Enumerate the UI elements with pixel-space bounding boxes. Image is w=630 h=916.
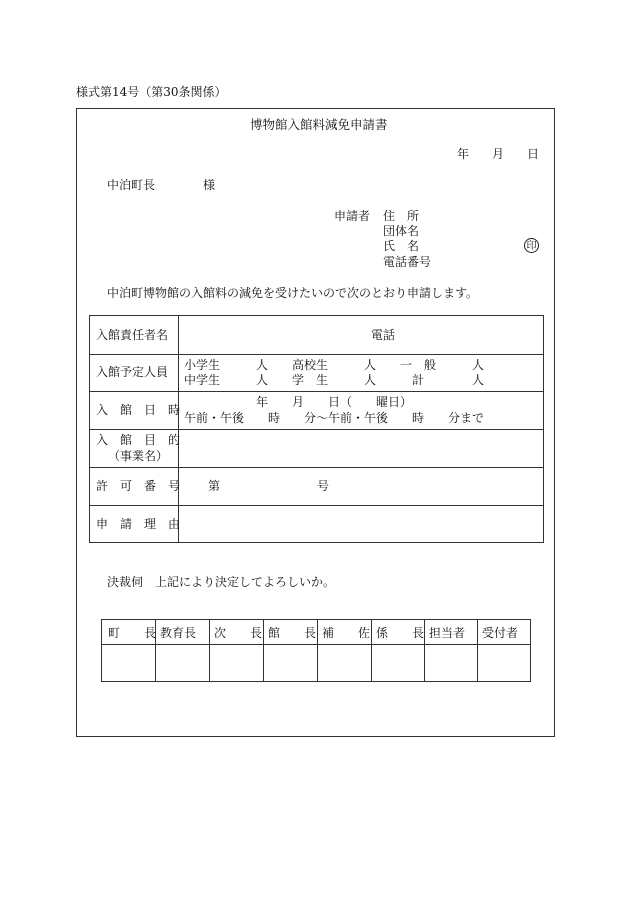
visitors-label: 入館予定人員 (96, 365, 169, 379)
permit-number-dai: 第 (208, 479, 221, 493)
decision-text: 決裁伺 上記により決定してよろしいか。 (107, 575, 336, 589)
applicant-label: 申請者 (334, 209, 371, 223)
visitors-line-1: 小学生 人 高校生 人 一 般 人 (184, 358, 485, 372)
date-year: 年 (457, 147, 470, 161)
visit-time-line: 午前・午後 時 分～午前・午後 時 分まで (184, 411, 485, 425)
form-number: 様式第14号（第30条関係） (76, 85, 227, 99)
approval-header-director: 館 長 (268, 626, 317, 640)
applicant-org-label: 団体名 (383, 224, 420, 238)
approval-header-receiver: 受付者 (482, 626, 519, 640)
approval-header-assistant: 補 佐 (322, 626, 371, 640)
applicant-name-label: 氏 名 (383, 239, 420, 253)
intro-text: 中泊町博物館の入館料の減免を受けたいので次のとおり申請します。 (107, 286, 479, 300)
applicant-address-label: 住 所 (383, 209, 420, 223)
approval-header-mayor: 町 長 (108, 626, 157, 640)
approval-table (101, 619, 531, 682)
responsible-phone-label: 電話 (371, 328, 396, 342)
application-reason-label: 申 請 理 由 (96, 517, 181, 531)
approval-header-chief: 係 長 (376, 626, 425, 640)
approval-header-deputy: 次 長 (214, 626, 263, 640)
seal-mark: 印 (524, 238, 539, 253)
addressee-name: 中泊町長 (107, 178, 156, 192)
visit-datetime-label: 入 館 日 時 (96, 403, 181, 417)
visit-date-line: 年 月 日（ 曜日） (256, 395, 413, 409)
addressee-honorific: 様 (203, 178, 216, 192)
date-month: 月 (492, 147, 505, 161)
form-title: 博物館入館料減免申請書 (250, 117, 388, 132)
visitors-line-2: 中学生 人 学 生 人 計 人 (184, 373, 485, 387)
permit-number-label: 許 可 番 号 (96, 479, 181, 493)
permit-number-go: 号 (317, 479, 330, 493)
applicant-phone-label: 電話番号 (383, 255, 432, 269)
date-day: 日 (527, 147, 540, 161)
visit-purpose-sublabel: （事業名） (108, 449, 169, 463)
visit-purpose-label: 入 館 目 的 (96, 433, 181, 447)
approval-header-staff: 担当者 (429, 626, 466, 640)
responsible-person-label: 入館責任者名 (96, 328, 169, 342)
approval-header-superintendent: 教育長 (160, 626, 197, 640)
application-table (89, 315, 544, 543)
